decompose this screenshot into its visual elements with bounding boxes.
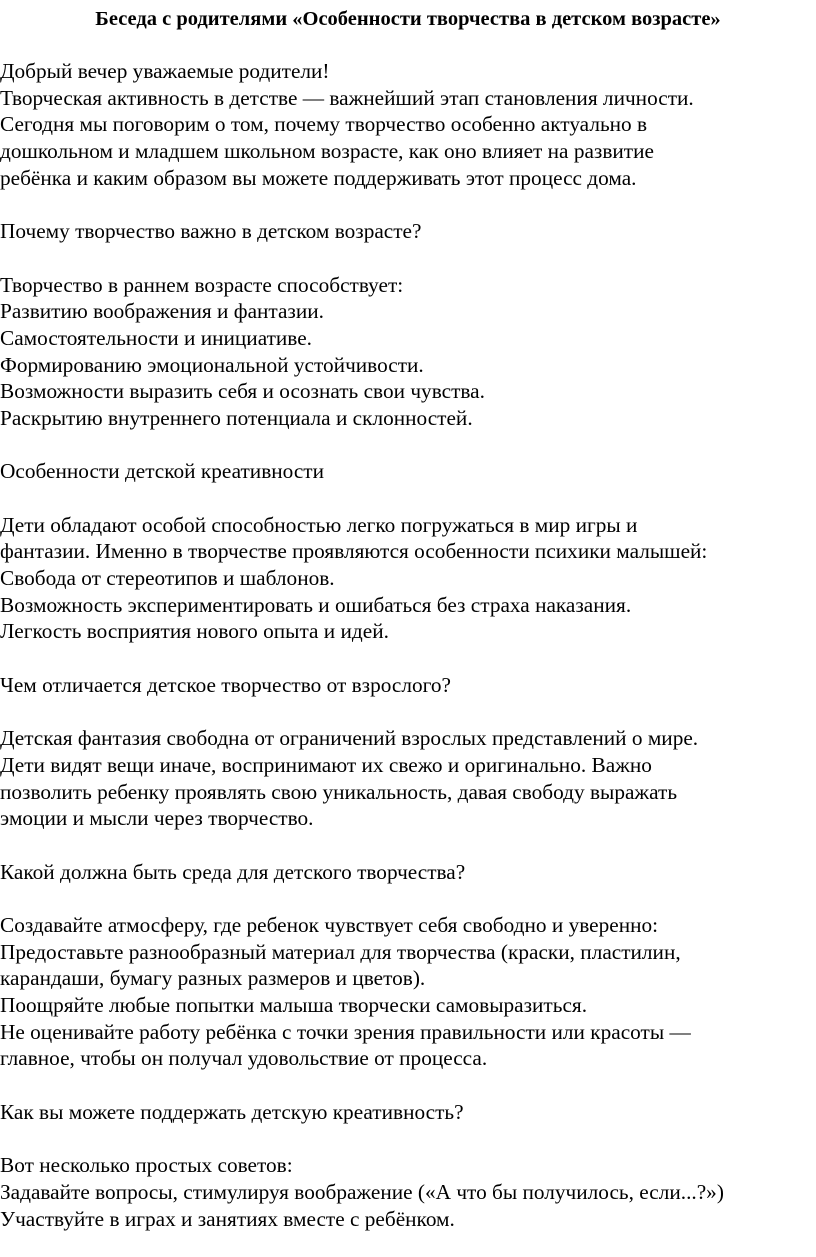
section-heading-line: Какой должна быть среда для детского творчества? <box>0 859 466 884</box>
paragraph-gap <box>0 485 816 512</box>
document-body <box>0 58 816 1232</box>
paragraph-gap <box>0 645 816 672</box>
paragraph-line: Творчество в раннем возрасте способствует: <box>0 272 404 297</box>
paragraph-gap <box>0 191 816 218</box>
paragraph-line: Участвуйте в играх и занятиях вместе с ребёнком. <box>0 1206 455 1231</box>
paragraph-line: Свобода от стереотипов и шаблонов. <box>0 566 335 591</box>
paragraph-line: Сегодня мы поговорим о том, почему творчество особенно актуально в <box>0 112 648 137</box>
paragraph-line: дошкольном и младшем школьном возрасте, как оно влияет на развитие <box>0 139 654 164</box>
paragraph-gap <box>0 1126 816 1153</box>
paragraph-line: Предоставьте разнообразный материал для творчества (краски, пластилин, <box>0 939 681 964</box>
paragraph-line: Развитию воображения и фантазии. <box>0 299 324 324</box>
paragraph-line: Задавайте вопросы, стимулируя воображение («А что бы получилось, если...?») <box>0 1179 724 1204</box>
paragraph-line: Возможность экспериментировать и ошибаться без страха наказания. <box>0 592 632 617</box>
paragraph-line: карандаши, бумагу разных размеров и цветов). <box>0 966 426 991</box>
paragraph-line: главное, чтобы он получал удовольствие от процесса. <box>0 1046 488 1071</box>
paragraph-gap <box>0 1072 816 1099</box>
paragraph-line: Дети обладают особой способностью легко погружаться в мир игры и <box>0 512 638 537</box>
paragraph-line: Добрый вечер уважаемые родители! <box>0 59 330 83</box>
paragraph-line: Возможности выразить себя и осознать свои чувства. <box>0 379 485 404</box>
paragraph-gap <box>0 885 816 912</box>
section-heading-line: Как вы можете поддержать детскую креативность? <box>0 1099 464 1124</box>
paragraph-line: Не оценивайте работу ребёнка с точки зрения правильности или красоты — <box>0 1019 691 1044</box>
paragraph-line: позволить ребенку проявлять свою уникальность, давая свободу выражать <box>0 779 678 804</box>
paragraph-line: Поощряйте любые попытки малыша творчески самовыразиться. <box>0 993 588 1018</box>
paragraph-line: Детская фантазия свободна от ограничений взрослых представлений о мире. <box>0 726 699 751</box>
section-heading-line: Чем отличается детское творчество от взрослого? <box>0 672 451 697</box>
paragraph-line: фантазии. Именно в творчестве проявляются особенности психики малышей: <box>0 539 708 564</box>
paragraph-gap <box>0 699 816 726</box>
paragraph-line: Раскрытию внутреннего потенциала и склонностей. <box>0 405 473 430</box>
paragraph-line: ребёнка и каким образом вы можете поддерживать этот процесс дома. <box>0 165 637 190</box>
paragraph-line: эмоции и мысли через творчество. <box>0 806 314 831</box>
paragraph-line: Вот несколько простых советов: <box>0 1153 293 1178</box>
paragraph-line: Формированию эмоциональной устойчивости. <box>0 352 424 377</box>
paragraph-line: Создавайте атмосферу, где ребенок чувствует себя свободно и уверенно: <box>0 913 659 937</box>
paragraph-line: Дети видят вещи иначе, воспринимают их свежо и оригинально. Важно <box>0 752 652 777</box>
paragraph-line: Легкость восприятия нового опыта и идей. <box>0 619 389 644</box>
section-heading-line: Почему творчество важно в детском возрасте? <box>0 219 422 244</box>
paragraph-gap <box>0 832 816 859</box>
paragraph-gap <box>0 245 816 272</box>
document-title: Беседа с родителями «Особенности творчества в детском возрасте» <box>95 8 721 30</box>
paragraph-gap <box>0 432 816 459</box>
paragraph-line: Творческая активность в детстве — важнейший этап становления личности. <box>0 85 694 110</box>
paragraph-line: Самостоятельности и инициативе. <box>0 325 313 350</box>
section-heading-line: Особенности детской креативности <box>0 459 324 484</box>
